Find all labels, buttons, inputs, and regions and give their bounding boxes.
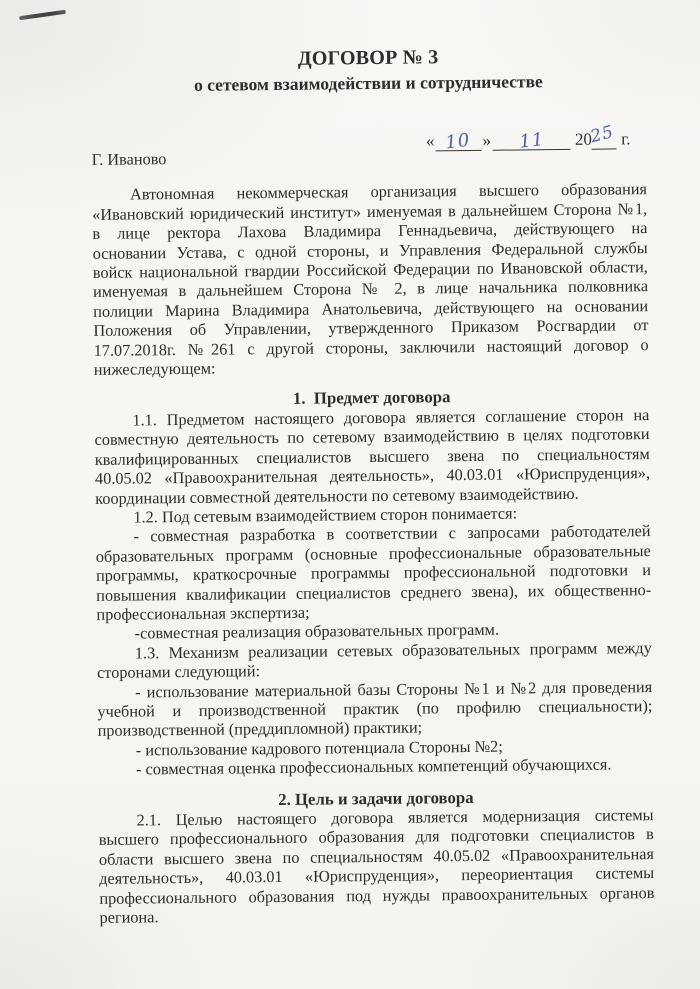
meta-row	[91, 121, 646, 169]
paragraph	[97, 677, 653, 741]
text-line: региона.	[99, 907, 159, 927]
text-line: координации совместной деятельности по сетевому взаимодействию.	[95, 483, 579, 508]
text-line: производственной (преддипломной) практики;	[97, 717, 423, 741]
text-line: совместную деятельность по сетевому взаимодействию в целях подготовки	[94, 424, 650, 450]
text-line: программы, краткосрочные программы профессиональной подготовки и	[95, 560, 652, 586]
text-line: - совместная оценка профессиональных компетенций обучающихся.	[135, 754, 612, 779]
text-line: образовательных программ (основные профессиональные образовательные	[95, 540, 651, 566]
date-day-blank	[435, 129, 481, 154]
text-line: Автономная некоммерческая организация высшего образования	[129, 179, 648, 204]
document-subtitle: о сетевом взаимодействии и сотрудничестве	[193, 71, 543, 95]
text-line: - использование кадрового потенциала Стороны №2;	[135, 736, 503, 760]
paragraph	[96, 521, 652, 624]
text-line: квалифицированных специалистов высшего звена по специальностям	[94, 443, 650, 469]
text-line: сторонами следующий:	[96, 661, 261, 683]
pen-mark-artifact	[19, 10, 66, 21]
date-era-label: г.	[621, 129, 631, 149]
text-line: - использование материальной базы Стороны №1 и №2 для проведения	[135, 676, 653, 702]
section-heading: 1. Предмет договора	[292, 387, 451, 409]
text-line: повышения квалификации специалистов среднего звена), их общественно-	[96, 579, 652, 605]
text-line: 17.07.2018г. №261 с другой стороны, заключили настоящий договор о	[93, 334, 649, 360]
document-title: ДОГОВОР № 3	[297, 46, 439, 70]
document-content	[90, 0, 655, 927]
text-line: 1.3. Механизм реализации сетевых образовательных программ между	[134, 637, 652, 663]
date-year-printed: 20	[574, 129, 593, 149]
paragraph	[97, 638, 652, 683]
date-year-blank	[588, 121, 617, 149]
city-label: Г. Иваново	[91, 149, 167, 169]
paragraph	[98, 805, 654, 927]
text-line: 40.05.02 «Правоохранительная деятельность», 40.03.01 «Юриспруденция»,	[94, 463, 651, 488]
text-line: деятельность», 40.03.01 «Юриспруденция», переориентация системы	[99, 863, 655, 889]
date-month-blank	[493, 128, 571, 153]
text-line: - совместная разработка в соответствии с запросами работодателей	[133, 521, 651, 546]
text-line: полиции Марина Владимира Анатольевича, действующего на основании	[93, 295, 649, 321]
paragraph	[94, 405, 650, 508]
text-line: высшего профессионального образования для подготовки специалистов в	[98, 824, 654, 850]
document-body	[92, 180, 655, 928]
text-line: профессиональная экспертиза;	[96, 602, 310, 624]
text-line: нижеследующем:	[93, 358, 216, 379]
text-line: -совместная реализация образовательных программ.	[134, 620, 500, 643]
handwritten-year: 25	[588, 121, 617, 148]
handwritten-day: 10	[444, 129, 472, 154]
text-line: 2.1. Целью настоящего договора является модернизация системы	[136, 805, 654, 830]
text-line: войск национальной гвардии Российской Федерации по Ивановской области,	[92, 257, 648, 282]
date-open-quote: «	[425, 131, 435, 151]
text-line: в лице ректора Лахова Владимира Геннадьевича, действующего на	[92, 218, 648, 244]
handwritten-month: 11	[518, 128, 546, 153]
text-line: области высшего звена по специальностям 40.05.02 «Правоохранительная	[98, 843, 655, 869]
text-line: основании Устава, с одной стороны, и Управления Федеральной службы	[92, 237, 648, 263]
text-line: 1.1. Предметом настоящего договора является соглашение сторон на	[132, 404, 650, 430]
date-close-quote: »	[482, 130, 492, 150]
date-line	[425, 121, 631, 154]
paragraph	[92, 180, 649, 380]
text-line: 1.2. Под сетевым взаимодействием сторон понимается:	[133, 503, 518, 527]
text-line: учебной и производственной практик (по профилю специальности);	[97, 696, 653, 721]
text-line: профессионального образования под нужды правоохранительных органов	[99, 882, 655, 908]
text-line: «Ивановский юридический институт» именуемая в дальнейшем Сторона №1,	[92, 198, 648, 224]
section-heading: 2. Цель и задачи договора	[278, 787, 474, 809]
text-line: именуемая в дальнейшем Сторона № 2, в лице начальника полковника	[92, 276, 649, 302]
text-line: Положения об Управлении, утвержденного Приказом Росгвардии от	[93, 315, 649, 341]
